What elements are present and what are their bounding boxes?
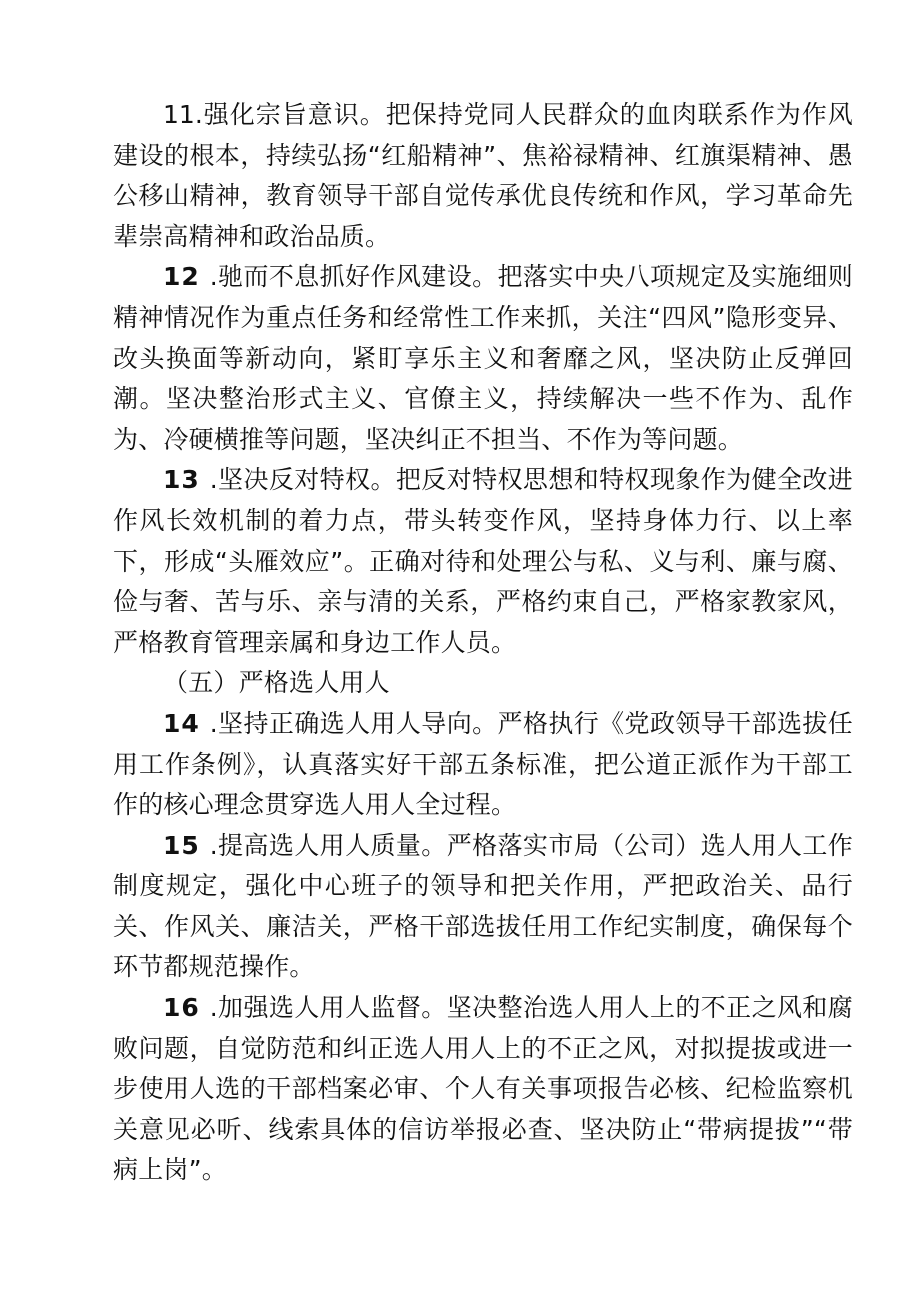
paragraph-item-16 [113,988,853,1191]
item-text: .加强选人用人监督。坚决整治选人用人上的不正之风和腐败问题，自觉防范和纠正选人用人上的不正之风，对拟提拔或进一步使用人选的干部档案必审、个人有关事项报告必核、纪检监察机关意见必听、线索具体的信访举报必查、坚决防止“带病提拔”“带病上岗”。 [113,993,853,1185]
paragraph-item-15 [113,826,853,988]
section-heading-text: （五）严格选人用人 [163,668,390,698]
item-text: .强化宗旨意识。把保持党同人民群众的血肉联系作为作风建设的根本，持续弘扬“红船精神”、焦裕禄精神、红旗渠精神、愚公移山精神，教育领导干部自觉传承优良传统和作风，学习革命先辈崇高精神和政治品质。 [113,100,853,251]
paragraph-item-13 [113,460,853,663]
item-number: 15 [163,830,210,860]
item-text: .坚决反对特权。把反对特权思想和特权现象作为健全改进作风长效机制的着力点，带头转变作风，坚持身体力行、以上率下，形成“头雁效应”。正确对待和处理公与私、义与利、廉与腐、俭与奢、苦与乐、亲与清的关系，严格约束自己，严格家教家风，严格教育管理亲属和身边工作人员。 [113,465,853,657]
item-number: 12 [163,262,210,292]
paragraph-item-14 [113,704,853,826]
item-text: .驰而不息抓好作风建设。把落实中央八项规定及实施细则精神情况作为重点任务和经常性工作来抓，关注“四风”隐形变异、改头换面等新动向，紧盯享乐主义和奢靡之风，坚决防止反弹回潮。坚决整治形式主义、官僚主义，持续解决一些不作为、乱作为、冷硬横推等问题，坚决纠正不担当、不作为等问题。 [113,262,853,454]
item-number: 16 [163,993,210,1023]
item-text: .提高选人用人质量。严格落实市局（公司）选人用人工作制度规定，强化中心班子的领导和把关作用，严把政治关、品行关、作风关、廉洁关，严格干部选拔任用工作纪实制度，确保每个环节都规范操作。 [113,830,853,982]
item-number: 11 [163,100,195,129]
item-number: 13 [163,465,210,495]
paragraph-item-12 [113,257,853,460]
section-heading-5 [113,663,853,704]
paragraph-item-11 [113,95,853,257]
document-body [113,95,853,1191]
item-number: 14 [163,708,210,738]
item-text: .坚持正确选人用人导向。严格执行《党政领导干部选拔任用工作条例》，认真落实好干部五条标准，把公道正派作为干部工作的核心理念贯穿选人用人全过程。 [113,708,853,820]
